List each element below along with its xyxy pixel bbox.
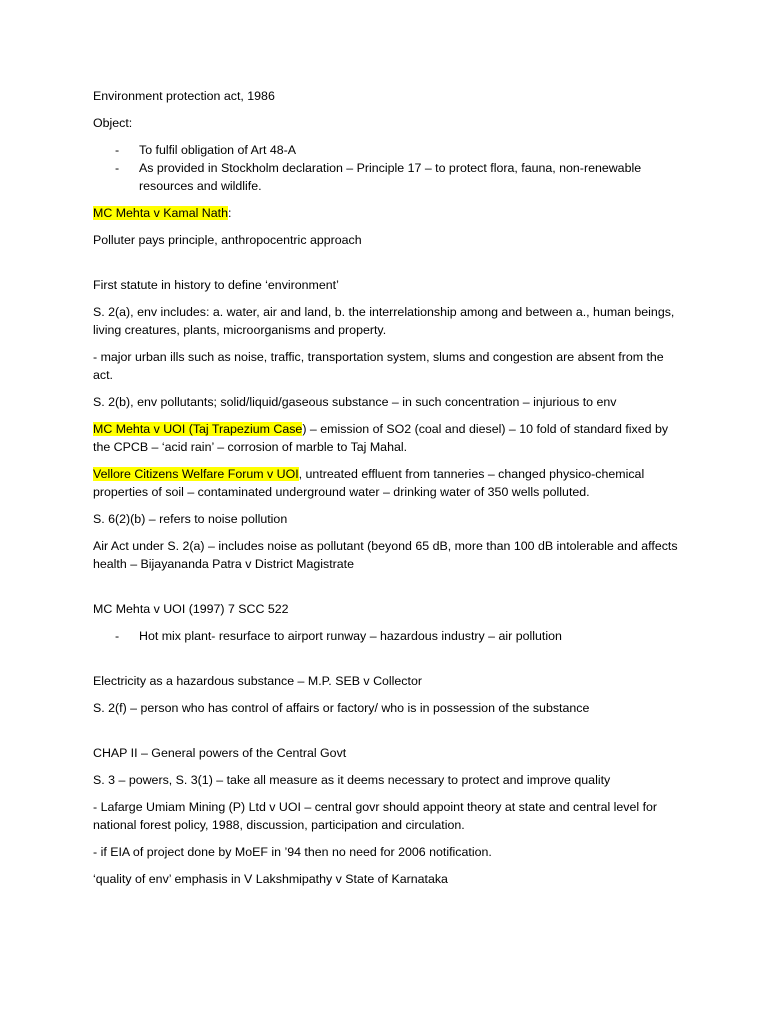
- vellore-paragraph: [93, 465, 683, 501]
- object-bullet-list: [93, 141, 683, 195]
- section-2b-text: S. 2(b), env pollutants; solid/liquid/gaseous substance – in such concentration – injurious to env: [93, 395, 617, 409]
- taj-paragraph-text: ) – emission of SO2 (coal and diesel) – 10 fold of standard fixed by the CPCB – ‘acid rain’ – corrosion of marble to Taj Mahal.: [93, 422, 669, 454]
- highlighted-case-name: Vellore Citizens Welfare Forum v UOI: [93, 467, 299, 481]
- object-heading: Object:: [93, 116, 133, 130]
- bullet-text: As provided in Stockholm declaration – Principle 17 – to protect flora, fauna, non-renewable resources and wildlife.: [139, 161, 642, 193]
- bullet-dash: -: [115, 143, 120, 157]
- section-6-2-b-text: S. 6(2)(b) – refers to noise pollution: [93, 512, 288, 526]
- section-2f-text: S. 2(f) – person who has control of affairs or factory/ who is in possession of the substance: [93, 701, 590, 715]
- bullet-dash: -: [115, 161, 120, 175]
- vellore-paragraph-text: , untreated effluent from tanneries – changed physico-chemical properties of soil – contaminated underground water – drinking water of 350 wells polluted.: [93, 467, 645, 499]
- electricity-text: Electricity as a hazardous substance – M.P. SEB v Collector: [93, 674, 422, 688]
- list-item: [93, 159, 683, 195]
- list-item: [93, 141, 683, 159]
- highlighted-case-name: MC Mehta v Kamal Nath: [93, 206, 228, 220]
- section-2a-text: S. 2(a), env includes: a. water, air and land, b. the interrelationship among and between a., human beings, living creatures, plants, microorganisms and property.: [93, 305, 675, 337]
- air-act-text: Air Act under S. 2(a) – includes noise as pollutant (beyond 65 dB, more than 100 dB intolerable and affects health – Bijayananda Patra v District Magistrate: [93, 539, 678, 571]
- polluter-pays-text: Polluter pays principle, anthropocentric approach: [93, 233, 362, 247]
- section-3-text: S. 3 – powers, S. 3(1) – take all measure as it deems necessary to protect and improve quality: [93, 773, 611, 787]
- taj-trapezium-paragraph: [93, 420, 683, 456]
- bullet-text: Hot mix plant- resurface to airport runway – hazardous industry – air pollution: [139, 629, 562, 643]
- mc-mehta-1997-heading: MC Mehta v UOI (1997) 7 SCC 522: [93, 602, 289, 616]
- kamal-nath-heading: [93, 204, 683, 222]
- quality-env-text: ‘quality of env’ emphasis in V Lakshmipathy v State of Karnataka: [93, 872, 448, 886]
- chapter-2-heading: CHAP II – General powers of the Central Govt: [93, 746, 347, 760]
- first-statute-text: First statute in history to define ‘environment’: [93, 278, 339, 292]
- hot-mix-bullet-list: [93, 627, 683, 645]
- colon-suffix: :: [227, 206, 232, 220]
- document-title: Environment protection act, 1986: [93, 89, 275, 103]
- eia-text: - if EIA of project done by MoEF in ’94 then no need for 2006 notification.: [93, 845, 492, 859]
- list-item: [93, 627, 683, 645]
- major-ills-text: - major urban ills such as noise, traffic, transportation system, slums and congestion are absent from the act.: [93, 350, 664, 382]
- lafarge-text: - Lafarge Umiam Mining (P) Ltd v UOI – central govr should appoint theory at state and central level for national forest policy, 1988, discussion, participation and circulation.: [93, 800, 658, 832]
- bullet-text: To fulfil obligation of Art 48-A: [139, 143, 297, 157]
- document-page: [93, 87, 683, 888]
- highlighted-case-name: MC Mehta v UOI (Taj Trapezium Case: [93, 422, 303, 436]
- bullet-dash: -: [115, 629, 120, 643]
